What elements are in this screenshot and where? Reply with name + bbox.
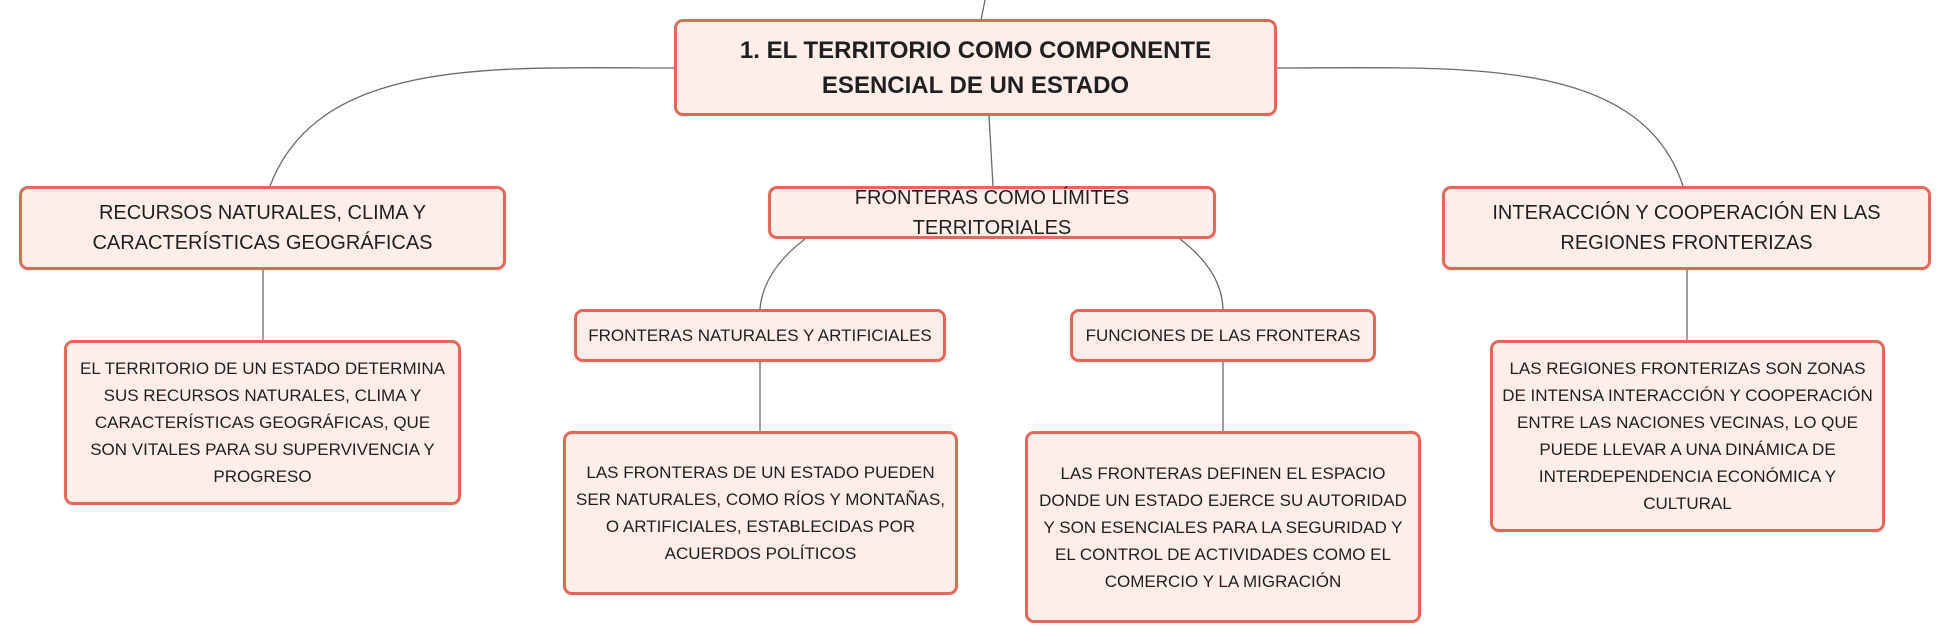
topic-interaccion-cooperacion[interactable] xyxy=(1442,186,1931,270)
detail-fronteras-naturales-text: LAS FRONTERAS DE UN ESTADO PUEDEN SER NATURALES, COMO RÍOS Y MONTAÑAS, O ARTIFICIALES, ESTABLECIDAS POR ACUERDOS POLÍTICOS xyxy=(575,463,946,563)
connector-root-to-recursos xyxy=(270,68,676,186)
topic-fronteras-limites[interactable] xyxy=(768,186,1216,239)
connector-fronteras-to-naturales xyxy=(760,239,805,309)
subtopic-fronteras-naturales[interactable] xyxy=(574,309,946,362)
connector-root-incoming xyxy=(981,0,985,20)
connector-root-to-fronteras xyxy=(989,116,993,186)
connector-fronteras-to-funciones xyxy=(1180,239,1223,309)
subtopic-funciones-fronteras-label: FUNCIONES DE LAS FRONTERAS xyxy=(1085,325,1361,345)
detail-funciones-fronteras-text: LAS FRONTERAS DEFINEN EL ESPACIO DONDE UN ESTADO EJERCE SU AUTORIDAD Y SON ESENCIALES PARA LA SEGURIDAD Y EL CONTROL DE ACTIVIDADES COMO EL COMERCIO Y LA MIGRACIÓN xyxy=(1039,463,1407,591)
subtopic-funciones-fronteras[interactable] xyxy=(1070,309,1376,362)
detail-fronteras-naturales[interactable] xyxy=(563,431,958,595)
topic-fronteras-limites-label: FRONTERAS COMO LÍMITES TERRITORIALES xyxy=(854,186,1130,239)
topic-interaccion-cooperacion-label: INTERACCIÓN Y COOPERACIÓN EN LAS REGIONES FRONTERIZAS xyxy=(1492,202,1881,254)
central-topic-label: 1. EL TERRITORIO COMO COMPONENTE ESENCIAL DE UN ESTADO xyxy=(739,36,1212,99)
detail-interaccion-cooperacion[interactable] xyxy=(1490,340,1885,532)
detail-recursos-naturales[interactable] xyxy=(64,340,461,505)
detail-interaccion-cooperacion-text: LAS REGIONES FRONTERIZAS SON ZONAS DE INTENSA INTERACCIÓN Y COOPERACIÓN ENTRE LAS NACIONES VECINAS, LO QUE PUEDE LLEVAR A UNA DINÁMICA DE INTERDEPENDENCIA ECONÓMICA Y CULTURAL xyxy=(1502,359,1873,513)
topic-recursos-naturales[interactable] xyxy=(19,186,506,270)
topic-recursos-naturales-label: RECURSOS NATURALES, CLIMA Y CARACTERÍSTICAS GEOGRÁFICAS xyxy=(92,202,433,254)
central-topic[interactable] xyxy=(674,19,1277,116)
subtopic-fronteras-naturales-label: FRONTERAS NATURALES Y ARTIFICIALES xyxy=(588,325,932,345)
detail-funciones-fronteras[interactable] xyxy=(1025,431,1421,623)
detail-recursos-naturales-text: EL TERRITORIO DE UN ESTADO DETERMINA SUS RECURSOS NATURALES, CLIMA Y CARACTERÍSTICAS GEOGRÁFICAS, QUE SON VITALES PARA SU SUPERVIVENCIA Y PROGRESO xyxy=(80,359,445,486)
connector-root-to-interaccion xyxy=(1277,68,1683,186)
